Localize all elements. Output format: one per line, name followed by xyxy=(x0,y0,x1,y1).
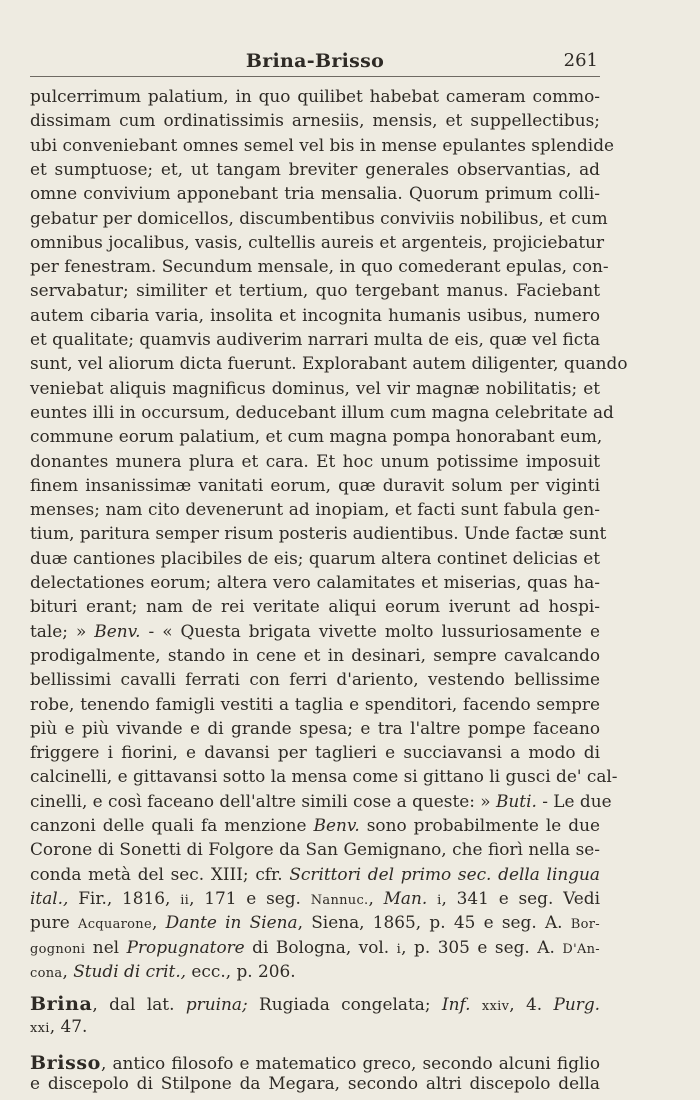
text-line: canzoni delle quali fa menzione Benv. sono probabilmente le due xyxy=(30,815,600,835)
text-line: et sumptuose; et, ut tangam breviter generales observantias, ad xyxy=(30,158,600,179)
text-line: donantes munera plura et cara. Et hoc unum potissime imposuit xyxy=(30,450,600,471)
text-line: più e più vivande e di grande spesa; e tra l'altre pompe faceano xyxy=(30,717,600,738)
running-title: Brina-Brisso xyxy=(245,50,385,72)
author-smallcaps: Acquarone xyxy=(78,917,152,933)
text-line: autem cibaria varia, insolita et incognita humanis usibus, numero xyxy=(30,304,600,325)
text-line: omnibus jocalibus, vasis, cultellis aureis et argenteis, projiciebatur xyxy=(30,231,605,252)
text-line: e discepolo di Stilpone da Megara, secondo altri discepolo della xyxy=(30,1073,600,1093)
text-line: Brisso, antico filosofo e matematico greco, secondo alcuni figlio xyxy=(30,1051,600,1074)
text-line: cona, Studi di crit., ecc., p. 206. xyxy=(30,960,296,981)
running-header xyxy=(30,46,600,77)
citation-buti: Buti. xyxy=(496,790,537,811)
text-line: veniebat aliquis magnificus dominus, vel vir magnæ nobilitatis; et xyxy=(30,377,600,398)
headword-brisso: Brisso xyxy=(30,1051,101,1074)
text-line: tale; » Benv. - « Questa brigata vivette molto lussuriosamente e xyxy=(30,620,600,641)
text-line: prodigalmente, stando in cene et in desinari, sempre cavalcando xyxy=(30,644,600,665)
text-line: sunt, vel aliorum dicta fuerunt. Explorabant autem diligenter, quando xyxy=(30,353,628,374)
headword-brina: Brina xyxy=(30,993,93,1016)
text-line: bituri erant; nam de rei veritate aliqui eorum iverunt ad hospi- xyxy=(30,596,600,617)
text-line: cinelli, e così faceano dell'altre simili cose a queste: » Buti. - Le due xyxy=(30,790,612,811)
text-line: calcinelli, e gittavansi sotto la mensa come si gittano li gusci de' cal- xyxy=(30,766,618,787)
text-line: euntes illi in occursum, deducebant illum cum magna celebritate ad xyxy=(30,401,614,422)
text-line: gognoni nel Propugnatore di Bologna, vol. i, p. 305 e seg. A. D'An- xyxy=(30,936,600,957)
text-line: pulcerrimum palatium, in quo quilibet habebat cameram commo- xyxy=(30,86,600,106)
text-line: finem insanissimæ vanitati eorum, quæ duravit solum per viginti xyxy=(30,474,600,495)
text-line: pure Acquarone, Dante in Siena, Siena, 1865, p. 45 e seg. A. Bor- xyxy=(30,912,600,933)
text-line: Brina, dal lat. pruina; Rugiada congelata; Inf. xxiv, 4. Purg. xyxy=(30,993,600,1016)
text-line: duæ cantiones placibiles de eis; quarum altera continet delicias et xyxy=(30,547,600,568)
citation-title: Scrittori del primo sec. della lingua xyxy=(289,863,600,884)
text-line: servabatur; similiter et tertium, quo tergebant manus. Faciebant xyxy=(30,280,600,301)
text-line: menses; nam cito devenerunt ad inopiam, et facti sunt fabula gen- xyxy=(30,499,600,520)
text-line: et qualitate; quamvis audiverim narrari multa de eis, quæ vel ficta xyxy=(30,329,601,349)
text-line: xxi, 47. xyxy=(30,1016,88,1037)
text-line: ital., Fir., 1816, ii, 171 e seg. Nannuc., Man. i, 341 e seg. Vedi xyxy=(30,887,600,908)
text-line: ubi conveniebant omnes semel vel bis in mense epulantes splendide xyxy=(30,134,615,155)
text-line: bellissimi cavalli ferrati con ferri d'ariento, vestendo bellissime xyxy=(30,669,600,690)
text-line: omne convivium apponebant tria mensalia. Quorum primum colli- xyxy=(30,183,600,204)
text-line: commune eorum palatium, et cum magna pompa honorabant eum, xyxy=(30,426,603,447)
text-line: gebatur per domicellos, discumbentibus conviviis nobilibus, et cum xyxy=(30,207,608,228)
text-line: conda metà del sec. XIII; cfr. Scrittori del primo sec. della lingua xyxy=(30,863,600,884)
text-line: per fenestram. Secundum mensale, in quo comederant epulas, con- xyxy=(30,256,609,277)
text-line: tium, paritura semper risum posteris audientibus. Unde factæ sunt xyxy=(30,523,607,544)
page-number: 261 xyxy=(563,50,598,71)
author-smallcaps: Nannuc. xyxy=(310,892,369,908)
text-line: robe, tenendo famigli vestiti a taglia e spenditori, facendo sempre xyxy=(30,693,600,714)
text-line: Corone di Sonetti di Folgore da San Gemignano, che fiorì nella se- xyxy=(30,839,600,860)
text-line: friggere i fiorini, e davansi per taglieri e succiavansi a modo di xyxy=(30,742,600,763)
citation-benv: Benv. xyxy=(313,815,360,835)
text-line: dissimam cum ordinatissimis arnesiis, mensis, et suppellectibus; xyxy=(30,110,600,131)
text-line: delectationes eorum; altera vero calamitates et miserias, quas ha- xyxy=(30,572,600,592)
citation-benv: Benv. xyxy=(94,620,141,641)
